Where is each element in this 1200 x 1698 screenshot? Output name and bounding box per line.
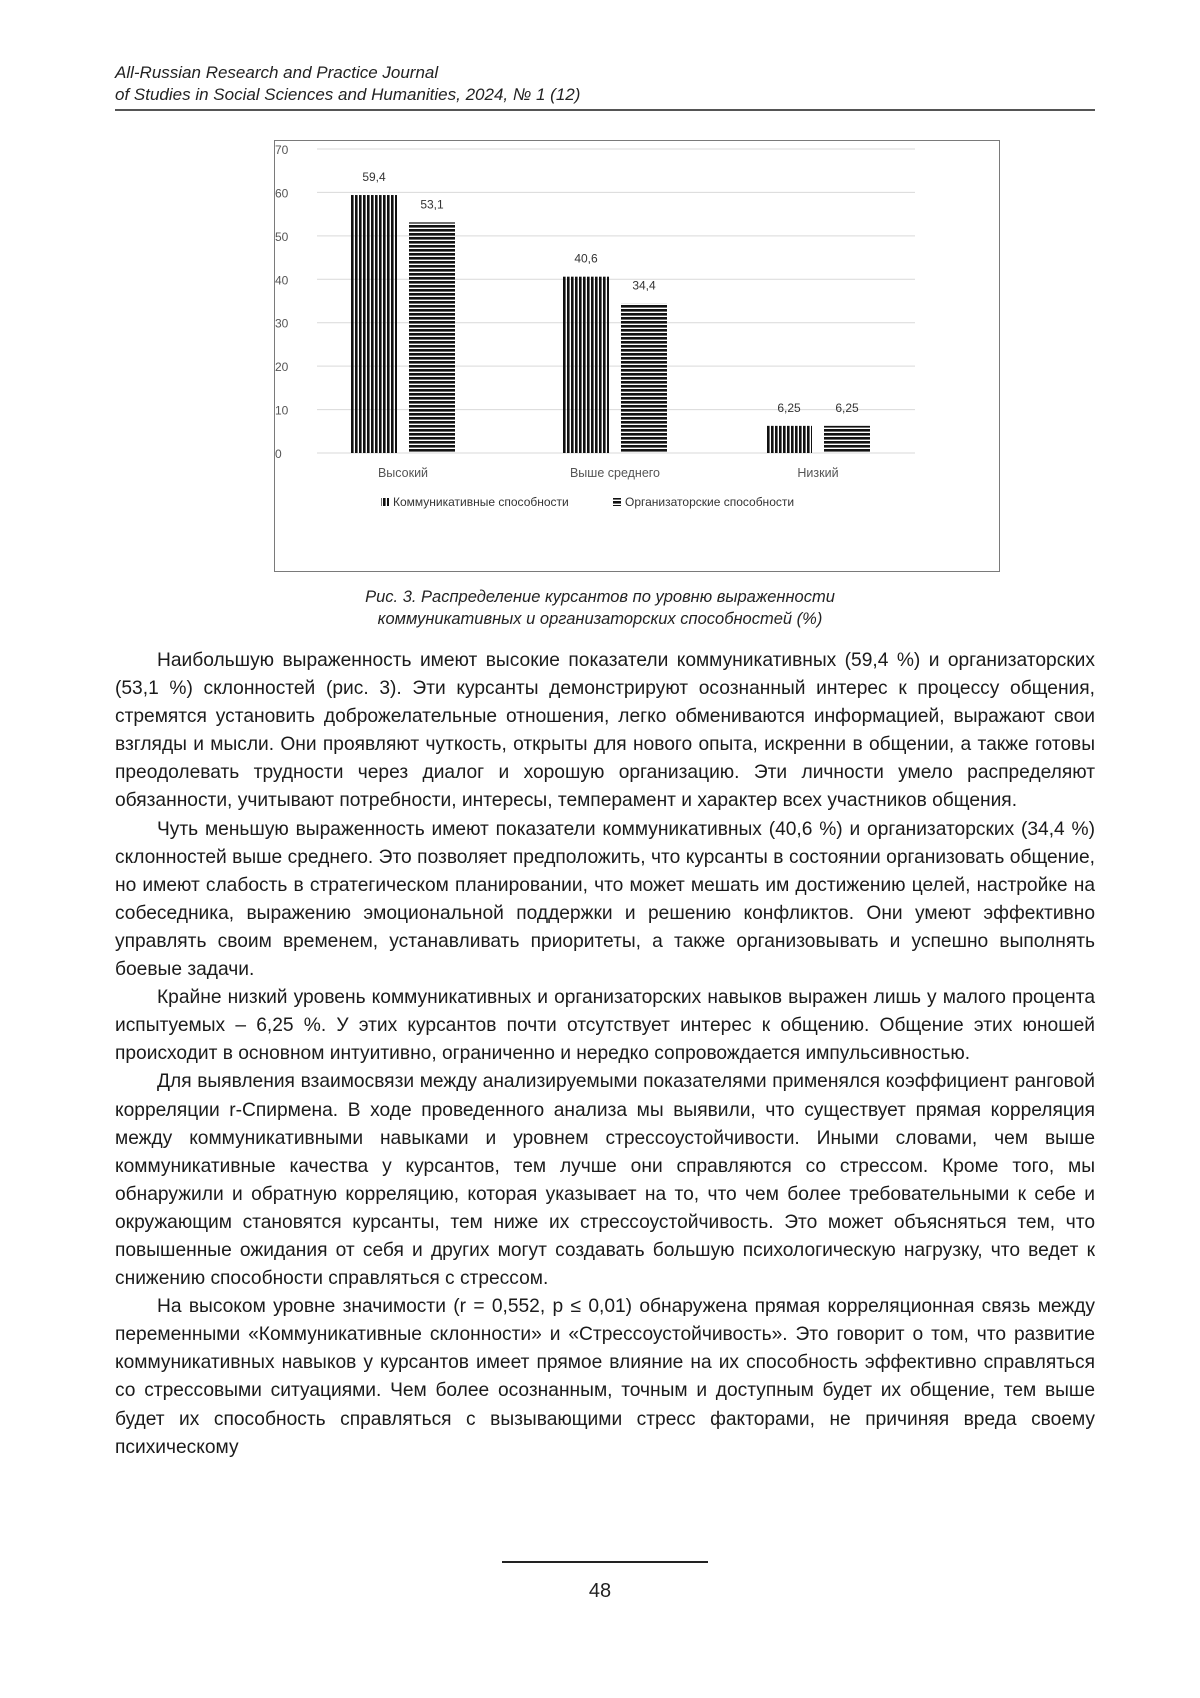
bar xyxy=(621,304,667,453)
paragraph: Крайне низкий уровень коммуникативных и организаторских навыков выражен лишь у малого процента испытуемых – 6,25 %. У этих курсантов почти отсутствует интерес к общению. Общение этих юношей происходит в основном интуитивно, ограниченно и нередко сопровождается импульсивностью. xyxy=(115,987,1095,1065)
x-tick-label: Высокий xyxy=(377,466,429,480)
journal-header xyxy=(115,62,1095,106)
bar-chart xyxy=(275,141,999,571)
paragraph: На высоком уровне значимости (r = 0,552, p ≤ 0,01) обнаружена прямая корреляционная связь между переменными «Коммуникативные склонности» и «Стрессоустойчивость». Это говорит о том, что развитие коммуникативных навыков у курсантов имеет прямое влияние на их способность эффективно справляться со стрессовыми ситуациями. Чем более осознанным, точным и доступным будет их общение, тем выше будет их способность справляться с вызывающими стресс факторами, не причиняя вреда своему психическому xyxy=(115,1296,1095,1458)
page-number: 48 xyxy=(588,1580,612,1602)
bar xyxy=(351,195,397,453)
paragraph: Наибольшую выраженность имеют высокие показатели коммуникативных (59,4 %) и организаторских (53,1 %) склонностей (рис. 3). Эти курсанты демонстрируют осознанный интерес к процессу общения, стремятся установить доброжелательные отношения, легко обмениваются информацией, выражают свои взгляды и мысли. Они проявляют чуткость, открыты для нового опыта, искренни в общении, а также готовы преодолевать трудности через диалог и хорошую организацию. Эти личности умело распределяют обязанности, учитывают потребности, интересы, темперамент и характер всех участников общения. xyxy=(115,650,1095,812)
y-tick-label: 70 xyxy=(275,143,289,157)
journal-title-line-2: of Studies in Social Sciences and Humanities, 2024, № 1 (12) xyxy=(115,85,581,104)
article-body xyxy=(115,647,1095,1462)
bar xyxy=(824,426,870,453)
paragraph: Для выявления взаимосвязи между анализируемыми показателями применялся коэффициент ранговой корреляции r-Спирмена. В ходе проведенного анализа мы выявили, что существует прямая корреляция между коммуникативными навыками и уровнем стрессоустойчивости. Иными словами, чем выше коммуникативные качества у курсантов, тем лучше они справляются со стрессом. Кроме того, мы обнаружили и обратную корреляцию, которая указывает на то, что чем более требовательными к себе и окружающим становятся курсанты, тем ниже их стрессоустойчивость. Это может объясняться тем, что повышенные ожидания от себя и других могут создавать большую психологическую нагрузку, что ведет к снижению способности справляться с стрессом. xyxy=(115,1071,1095,1290)
data-label: 6,25 xyxy=(835,400,859,415)
y-tick-label: 60 xyxy=(275,186,289,201)
data-label: 59,4 xyxy=(362,170,386,185)
chart-gridlines xyxy=(317,149,915,453)
y-tick-label: 0 xyxy=(275,447,282,461)
figure-caption-line-2: коммуникативных и организаторских способностей (%) xyxy=(377,610,823,628)
y-tick-label: 10 xyxy=(275,403,289,418)
y-tick-label: 30 xyxy=(275,316,289,331)
chart-x-axis-labels xyxy=(378,466,839,480)
figure-caption xyxy=(180,586,1020,630)
figure-caption-line-1: Рис. 3. Распределение курсантов по уровню выраженности xyxy=(365,588,835,606)
figure-bar-chart xyxy=(274,140,1000,572)
legend-swatch xyxy=(613,498,621,506)
paragraph: Чуть меньшую выраженность имеют показатели коммуникативных (40,6 %) и организаторских (34,4 %) склонностей выше среднего. Это позволяет предположить, что курсанты в состоянии организовать общение, но имеют слабость в стратегическом планировании, что может мешать им достижению целей, настройке на собеседника, выражению эмоциональной поддержки и решению конфликтов. Они умеют эффективно управлять своим временем, устанавливать приоритеты, а также организовывать и успешно выполнять боевые задачи. xyxy=(115,818,1095,981)
y-tick-label: 40 xyxy=(275,273,289,288)
data-label: 34,4 xyxy=(632,278,656,293)
data-label: 6,25 xyxy=(777,400,801,415)
data-label: 40,6 xyxy=(574,251,598,266)
x-tick-label: Выше среднего xyxy=(569,466,661,480)
legend-label: Организаторские способности xyxy=(625,495,795,509)
x-tick-label: Низкий xyxy=(797,466,839,480)
y-tick-label: 50 xyxy=(275,229,289,244)
data-label: 53,1 xyxy=(420,197,444,212)
legend-swatch xyxy=(381,498,389,506)
legend-label: Коммуникативные способности xyxy=(393,495,569,509)
bar xyxy=(766,426,812,453)
chart-legend xyxy=(381,495,794,509)
header-divider xyxy=(115,109,1095,111)
y-tick-label: 20 xyxy=(275,360,289,375)
chart-y-axis-ticks xyxy=(275,143,289,461)
footer-divider xyxy=(502,1561,708,1563)
journal-title-line-1: All-Russian Research and Practice Journal xyxy=(115,63,439,82)
bar xyxy=(409,222,455,453)
bar xyxy=(563,277,609,453)
